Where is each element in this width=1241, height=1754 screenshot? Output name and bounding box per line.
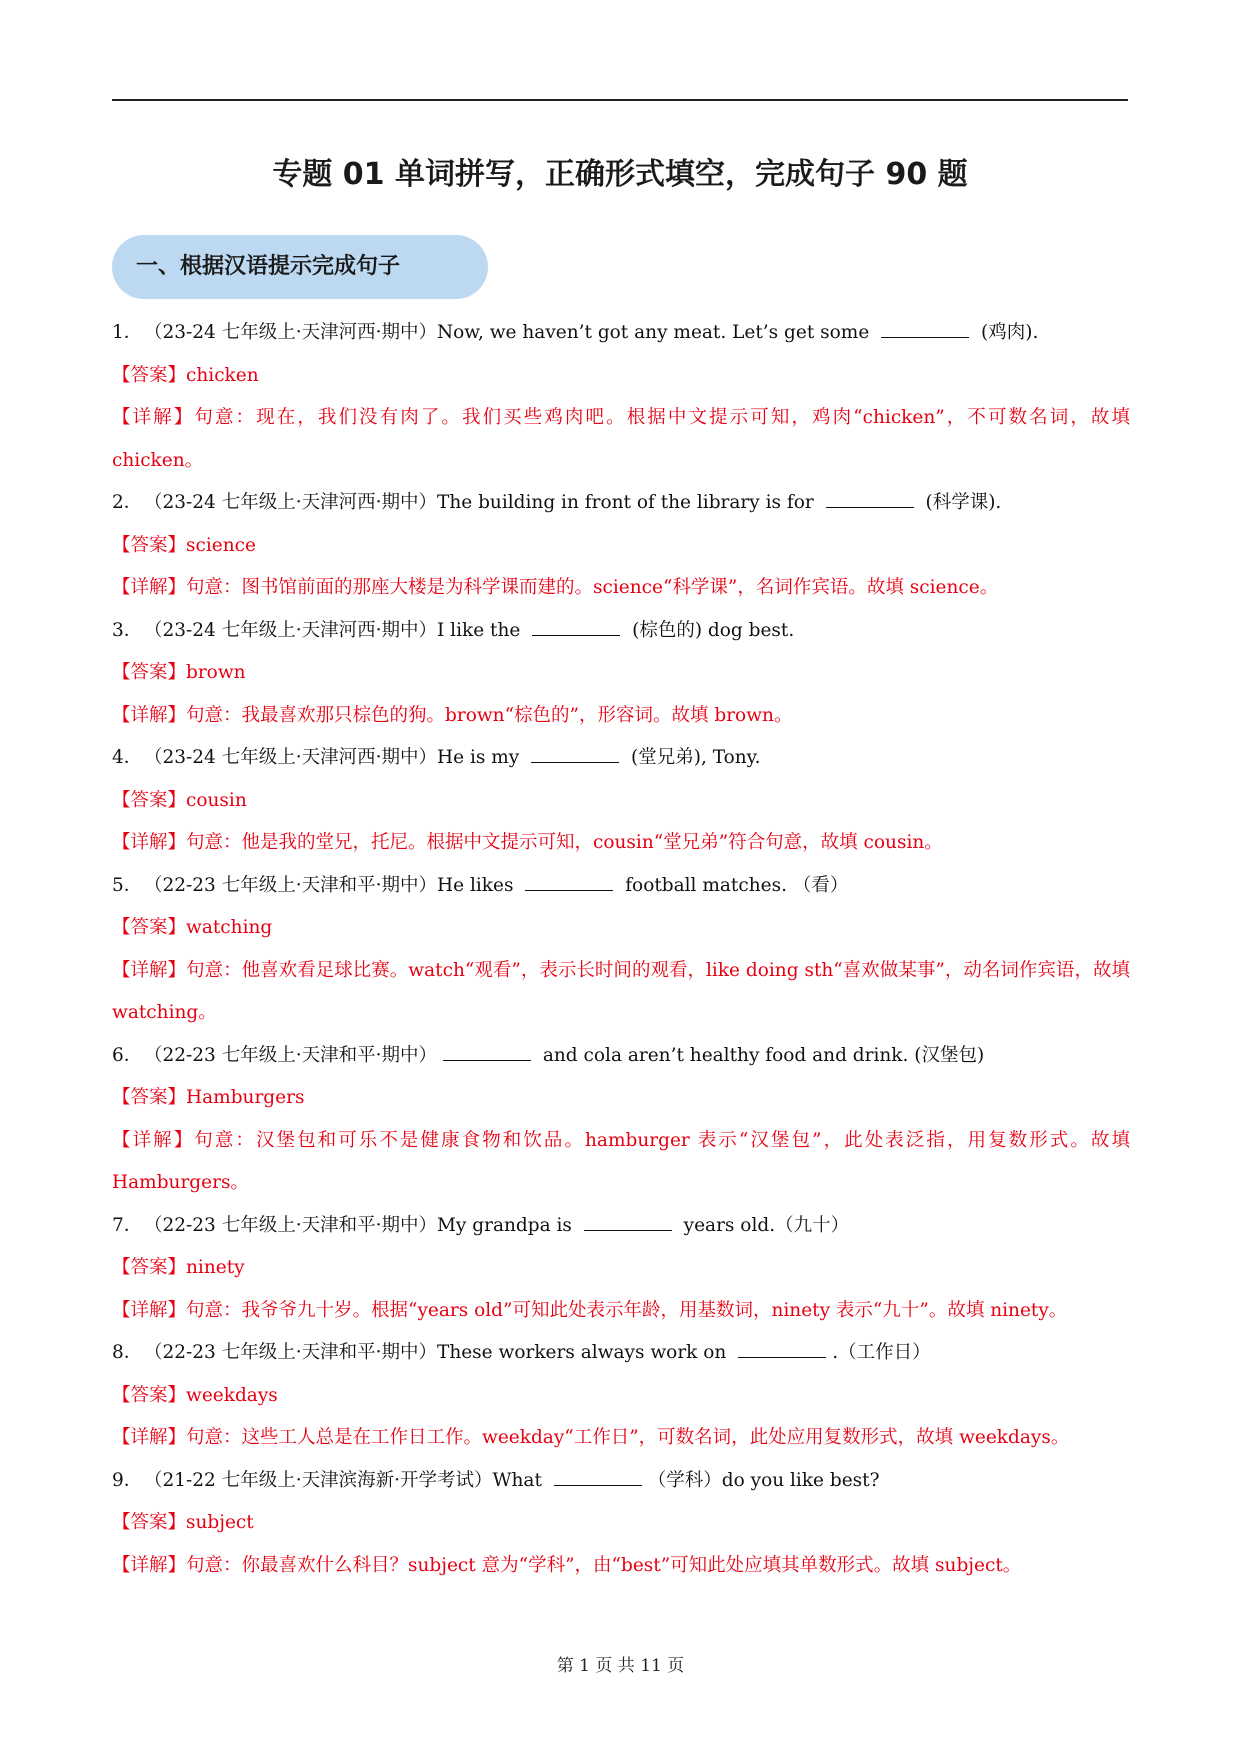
- question-text: [112, 1332, 1130, 1375]
- question-source: （23-24 七年级上·天津河西·期中）: [144, 322, 437, 343]
- question-source: （23-24 七年级上·天津河西·期中）: [144, 747, 437, 768]
- answer-line: 【答案】chicken: [112, 364, 259, 386]
- answer-line: 【答案】ninety: [112, 1257, 245, 1278]
- question-source: （23-24 七年级上·天津河西·期中）: [144, 619, 437, 641]
- question-number: 1．: [112, 322, 143, 343]
- question-text: [112, 610, 1130, 653]
- answer-blank: [881, 321, 969, 338]
- question-stem: He likes: [436, 874, 520, 896]
- question-stem-end: and cola aren’t healthy food and drink. (汉堡包): [536, 1044, 985, 1066]
- question-text: [112, 865, 1130, 908]
- answer-line: 【答案】weekdays: [112, 1384, 278, 1406]
- answer-blank: [525, 874, 613, 891]
- question-list: [112, 312, 1130, 1587]
- question-text: [112, 312, 1130, 355]
- question-item: [112, 1460, 1130, 1588]
- question-source: （23-24 七年级上·天津河西·期中）: [144, 492, 437, 513]
- question-stem: My grandpa is: [436, 1214, 578, 1236]
- page-title: 专题 01 单词拼写，正确形式填空，完成句子 90 题: [272, 157, 968, 192]
- explanation: 【详解】句意：这些工人总是在工作日工作。weekday“工作日”，可数名词，此处应用复数形式，故填 weekdays。: [112, 1427, 1070, 1448]
- question-stem: These workers always work on: [436, 1342, 733, 1363]
- question-number: 7．: [112, 1214, 143, 1236]
- answer-line: 【答案】watching: [112, 917, 273, 938]
- answer-line: 【答案】brown: [112, 662, 246, 683]
- question-stem-end: (鸡肉).: [975, 322, 1039, 343]
- question-source: （22-23 七年级上·天津和平·期中）: [144, 1214, 437, 1236]
- question-stem-end: (堂兄弟), Tony.: [625, 747, 761, 768]
- question-source: （22-23 七年级上·天津和平·期中）: [144, 1342, 437, 1363]
- question-text: [112, 1035, 1130, 1078]
- question-source: （22-23 七年级上·天津和平·期中）: [144, 874, 437, 896]
- question-source: （21-22 七年级上·天津滨海新·开学考试）: [144, 1469, 493, 1491]
- question-source: （22-23 七年级上·天津和平·期中）: [144, 1044, 437, 1066]
- answer-line: 【答案】cousin: [112, 789, 247, 811]
- header-rule: [112, 99, 1128, 101]
- question-item: [112, 1332, 1130, 1460]
- answer-blank: [443, 1044, 531, 1061]
- question-number: 3．: [112, 619, 143, 641]
- question-number: 8．: [112, 1342, 143, 1363]
- explanation: 【详解】句意：图书馆前面的那座大楼是为科学课而建的。science“科学课”，名词作宾语。故填 science。: [112, 577, 999, 598]
- question-text: [112, 1205, 1130, 1248]
- question-item: [112, 1205, 1130, 1333]
- question-item: [112, 865, 1130, 1035]
- question-number: 9．: [112, 1469, 143, 1491]
- explanation: 【详解】句意：他是我的堂兄，托尼。根据中文提示可知，cousin“堂兄弟”符合句意，故填 cousin。: [112, 832, 943, 853]
- explanation: 【详解】句意：我最喜欢那只棕色的狗。brown“棕色的”，形容词。故填 brown。: [112, 704, 793, 726]
- answer-blank: [532, 619, 620, 636]
- question-number: 5．: [112, 874, 143, 896]
- question-stem: What: [492, 1469, 548, 1491]
- explanation: 【详解】句意：我爷爷九十岁。根据“years old”可知此处表示年龄，用基数词，ninety 表示“九十”。故填 ninety。: [112, 1299, 1068, 1321]
- answer-blank: [826, 491, 914, 508]
- question-number: 2．: [112, 492, 143, 513]
- question-stem: I like the: [436, 619, 527, 641]
- question-stem-end: .（工作日）: [832, 1342, 931, 1363]
- question-stem: Now, we haven’t got any meat. Let’s get some: [436, 322, 876, 343]
- explanation: 【详解】句意：现在，我们没有肉了。我们买些鸡肉吧。根据中文提示可知，鸡肉“chicken”，不可数名词，故填 chicken。: [112, 407, 1130, 471]
- question-number: 4．: [112, 747, 143, 768]
- explanation: 【详解】句意：汉堡包和可乐不是健康食物和饮品。hamburger 表示“汉堡包”，此处表泛指，用复数形式。故填 Hamburgers。: [112, 1129, 1130, 1193]
- question-stem-end: (棕色的) dog best.: [626, 619, 795, 641]
- question-stem-end: years old.（九十）: [677, 1214, 850, 1236]
- answer-line: 【答案】science: [112, 534, 256, 556]
- question-number: 6．: [112, 1044, 143, 1066]
- question-item: [112, 737, 1130, 865]
- question-stem: The building in front of the library is for: [436, 492, 820, 513]
- question-stem-end: （学科）do you like best?: [647, 1469, 880, 1491]
- question-item: [112, 610, 1130, 738]
- answer-blank: [531, 746, 619, 763]
- question-stem-end: (科学课).: [919, 492, 1002, 513]
- explanation: 【详解】句意：他喜欢看足球比赛。watch“观看”，表示长时间的观看，like doing sth“喜欢做某事”，动名词作宾语，故填 watching。: [112, 959, 1130, 1023]
- question-item: [112, 482, 1130, 610]
- answer-blank: [584, 1214, 672, 1231]
- explanation: 【详解】句意：你最喜欢什么科目？subject 意为“学科”，由“best”可知此处应填其单数形式。故填 subject。: [112, 1554, 1022, 1576]
- question-stem-end: football matches. （看）: [619, 874, 849, 896]
- question-item: [112, 312, 1130, 482]
- answer-line: 【答案】subject: [112, 1512, 254, 1533]
- question-stem: He is my: [436, 747, 526, 768]
- answer-blank: [554, 1469, 642, 1486]
- answer-line: 【答案】Hamburgers: [112, 1087, 305, 1108]
- section-heading: 一、根据汉语提示完成句子: [136, 254, 401, 279]
- question-text: [112, 1460, 1130, 1503]
- question-item: [112, 1035, 1130, 1205]
- question-text: [112, 482, 1130, 525]
- question-text: [112, 737, 1130, 780]
- page-footer: 第 1 页 共 11 页: [556, 1656, 685, 1676]
- answer-blank: [738, 1341, 826, 1358]
